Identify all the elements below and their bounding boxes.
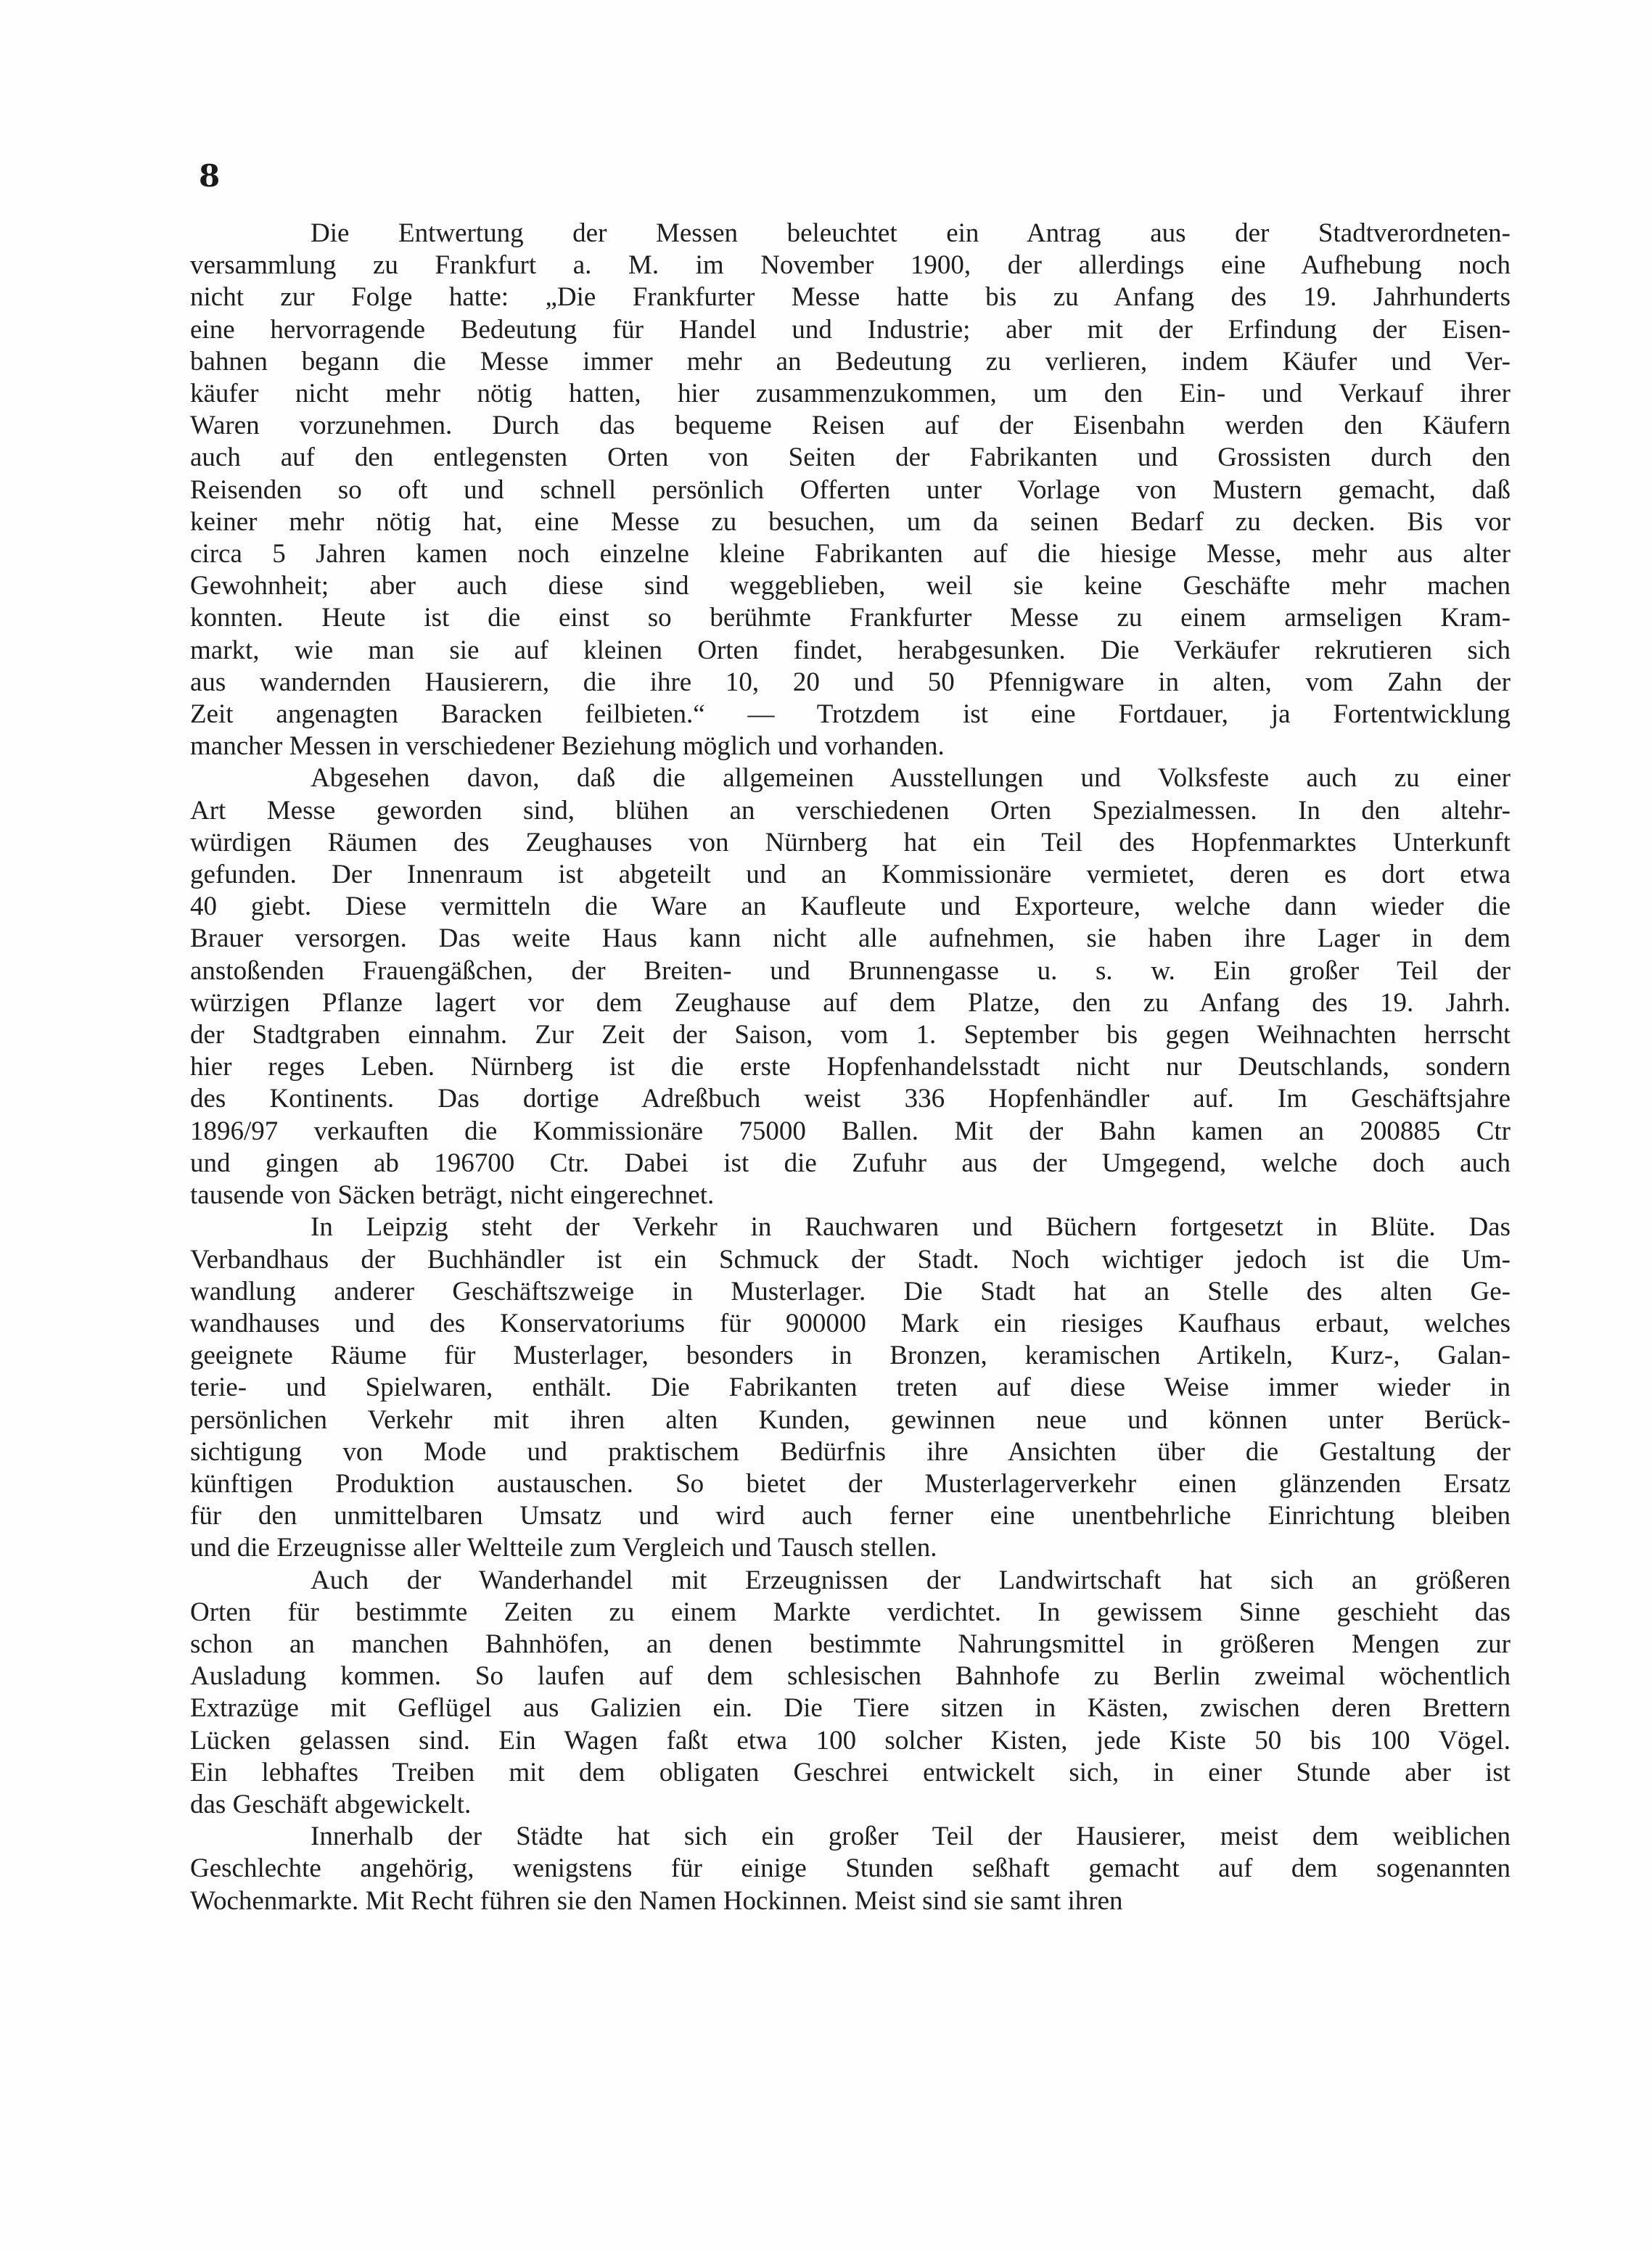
text-line: und gingen ab 196700 Ctr. Dabei ist die Zufuhr aus der Umgegend, welche doch auch xyxy=(190,1148,1511,1178)
text-line: wandhauses und des Konservatoriums für 900000 Mark ein riesiges Kaufhaus erbaut, welches xyxy=(190,1308,1511,1338)
text-line: gefunden. Der Innenraum ist abgeteilt und an Kommissionäre vermietet, deren es dort etwa xyxy=(190,860,1511,890)
text-line: Die Entwertung der Messen beleuchtet ein Antrag aus der Stadtverordneten- xyxy=(311,218,1511,248)
text-line: anstoßenden Frauengäßchen, der Breiten- und Brunnengasse u. s. w. Ein großer Teil der xyxy=(190,955,1511,986)
body-text xyxy=(190,218,1511,1917)
text-line: für den unmittelbaren Umsatz und wird auch ferner eine unentbehrliche Einrichtung bleiben xyxy=(190,1501,1511,1531)
text-line: Zeit angenagten Baracken feilbieten.“ — Trotzdem ist eine Fortdauer, ja Fortentwicklung xyxy=(190,699,1511,730)
text-line: das Geschäft abgewickelt. xyxy=(190,1789,472,1819)
text-line: 40 giebt. Diese vermitteln die Ware an Kaufleute und Exporteure, welche dann wieder die xyxy=(190,892,1511,922)
text-line: Art Messe geworden sind, blühen an verschiedenen Orten Spezialmessen. In den altehr- xyxy=(190,795,1511,826)
text-line: Ein lebhaftes Treiben mit dem obligaten Geschrei entwickelt sich, in einer Stunde aber ist xyxy=(190,1757,1511,1787)
text-line: In Leipzig steht der Verkehr in Rauchwaren und Büchern fortgesetzt in Blüte. Das xyxy=(311,1212,1511,1243)
text-line: künftigen Produktion austauschen. So bietet der Musterlagerverkehr einen glänzenden Ersatz xyxy=(190,1468,1511,1499)
text-line: nicht zur Folge hatte: „Die Frankfurter Messe hatte bis zu Anfang des 19. Jahrhunderts xyxy=(190,282,1511,313)
text-line: sichtigung von Mode und praktischem Bedürfnis ihre Ansichten über die Gestaltung der xyxy=(190,1436,1511,1467)
text-line: Verbandhaus der Buchhändler ist ein Schmuck der Stadt. Noch wichtiger jedoch ist die Um- xyxy=(190,1244,1511,1275)
text-line: bahnen begann die Messe immer mehr an Bedeutung zu verlieren, indem Käufer und Ver- xyxy=(190,346,1511,376)
text-line: Wochenmarkte. Mit Recht führen sie den Namen Hockinnen. Meist sind sie samt ihren xyxy=(190,1885,1123,1916)
text-line: auch auf den entlegensten Orten von Seiten der Fabrikanten und Grossisten durch den xyxy=(190,443,1511,473)
text-line: Waren vorzunehmen. Durch das bequeme Reisen auf der Eisenbahn werden den Käufern xyxy=(190,411,1511,441)
text-line: und die Erzeugnisse aller Weltteile zum Vergleich und Tausch stellen. xyxy=(190,1533,937,1563)
text-line: geeignete Räume für Musterlager, besonders in Bronzen, keramischen Artikeln, Kurz-, Galan- xyxy=(190,1341,1511,1371)
text-line: käufer nicht mehr nötig hatten, hier zusammenzukommen, um den Ein- und Verkauf ihrer xyxy=(190,379,1511,409)
text-line: aus wandernden Hausierern, die ihre 10, 20 und 50 Pfennigware in alten, vom Zahn der xyxy=(190,667,1511,697)
text-line: mancher Messen in verschiedener Beziehung möglich und vorhanden. xyxy=(190,731,945,762)
text-line: Auch der Wanderhandel mit Erzeugnissen der Landwirtschaft hat sich an größeren xyxy=(311,1565,1511,1595)
text-line: Lücken gelassen sind. Ein Wagen faßt etwa 100 solcher Kisten, jede Kiste 50 bis 100 Vögel. xyxy=(190,1725,1511,1756)
page-number: 8 xyxy=(199,158,221,194)
paragraph xyxy=(190,1565,1511,1822)
text-line: Ausladung kommen. So laufen auf dem schlesischen Bahnhofe zu Berlin zweimal wöchentlich xyxy=(190,1661,1511,1692)
text-line: konnten. Heute ist die einst so berühmte Frankfurter Messe zu einem armseligen Kram- xyxy=(190,603,1511,633)
text-line: schon an manchen Bahnhöfen, an denen bestimmte Nahrungsmittel in größeren Mengen zur xyxy=(190,1629,1511,1659)
text-line: wandlung anderer Geschäftszweige in Musterlager. Die Stadt hat an Stelle des alten Ge- xyxy=(190,1276,1511,1306)
text-line: Abgesehen davon, daß die allgemeinen Ausstellungen und Volksfeste auch zu einer xyxy=(311,763,1511,794)
text-line: keiner mehr nötig hat, eine Messe zu besuchen, um da seinen Bedarf zu decken. Bis vor xyxy=(190,506,1511,537)
text-line: Gewohnheit; aber auch diese sind weggeblieben, weil sie keine Geschäfte mehr machen xyxy=(190,571,1511,601)
text-line: würdigen Räumen des Zeughauses von Nürnberg hat ein Teil des Hopfenmarktes Unterkunft xyxy=(190,827,1511,857)
text-line: Innerhalb der Städte hat sich ein großer Teil der Hausierer, meist dem weiblichen xyxy=(311,1822,1511,1852)
text-line: markt, wie man sie auf kleinen Orten findet, herabgesunken. Die Verkäufer rekrutieren sich xyxy=(190,635,1511,665)
text-line: Geschlechte angehörig, wenigstens für einige Stunden seßhaft gemacht auf dem sogenannten xyxy=(190,1853,1511,1884)
paragraph xyxy=(190,1821,1511,1917)
text-line: versammlung zu Frankfurt a. M. im November 1900, der allerdings eine Aufhebung noch xyxy=(190,250,1511,281)
text-line: persönlichen Verkehr mit ihren alten Kunden, gewinnen neue und können unter Berück- xyxy=(190,1404,1511,1435)
text-line: hier reges Leben. Nürnberg ist die erste Hopfenhandelsstadt nicht nur Deutschlands, sondern xyxy=(190,1052,1511,1082)
text-line: tausende von Säcken beträgt, nicht eingerechnet. xyxy=(190,1180,715,1211)
text-line: terie- und Spielwaren, enthält. Die Fabrikanten treten auf diese Weise immer wieder in xyxy=(190,1373,1511,1403)
paragraph xyxy=(190,1211,1511,1564)
text-line: Extrazüge mit Geflügel aus Galizien ein. Die Tiere sitzen in Kästen, zwischen deren Brettern xyxy=(190,1693,1511,1724)
text-line: des Kontinents. Das dortige Adreßbuch weist 336 Hopfenhändler auf. Im Geschäftsjahre xyxy=(190,1084,1511,1114)
text-line: Orten für bestimmte Zeiten zu einem Markte verdichtet. In gewissem Sinne geschieht das xyxy=(190,1597,1511,1627)
paragraph xyxy=(190,218,1511,762)
text-line: würzigen Pflanze lagert vor dem Zeughause auf dem Platze, den zu Anfang des 19. Jahrh. xyxy=(190,987,1511,1018)
text-line: circa 5 Jahren kamen noch einzelne kleine Fabrikanten auf die hiesige Messe, mehr aus alter xyxy=(190,539,1511,569)
text-line: 1896/97 verkauften die Kommissionäre 75000 Ballen. Mit der Bahn kamen an 200885 Ctr xyxy=(190,1116,1511,1146)
text-line: eine hervorragende Bedeutung für Handel und Industrie; aber mit der Erfindung der Eisen- xyxy=(190,314,1511,345)
text-line: Brauer versorgen. Das weite Haus kann nicht alle aufnehmen, sie haben ihre Lager in dem xyxy=(190,923,1511,954)
text-line: Reisenden so oft und schnell persönlich Offerten unter Vorlage von Mustern gemacht, daß xyxy=(190,474,1511,505)
paragraph xyxy=(190,762,1511,1211)
text-line: der Stadtgraben einnahm. Zur Zeit der Saison, vom 1. September bis gegen Weihnachten herrscht xyxy=(190,1020,1511,1050)
